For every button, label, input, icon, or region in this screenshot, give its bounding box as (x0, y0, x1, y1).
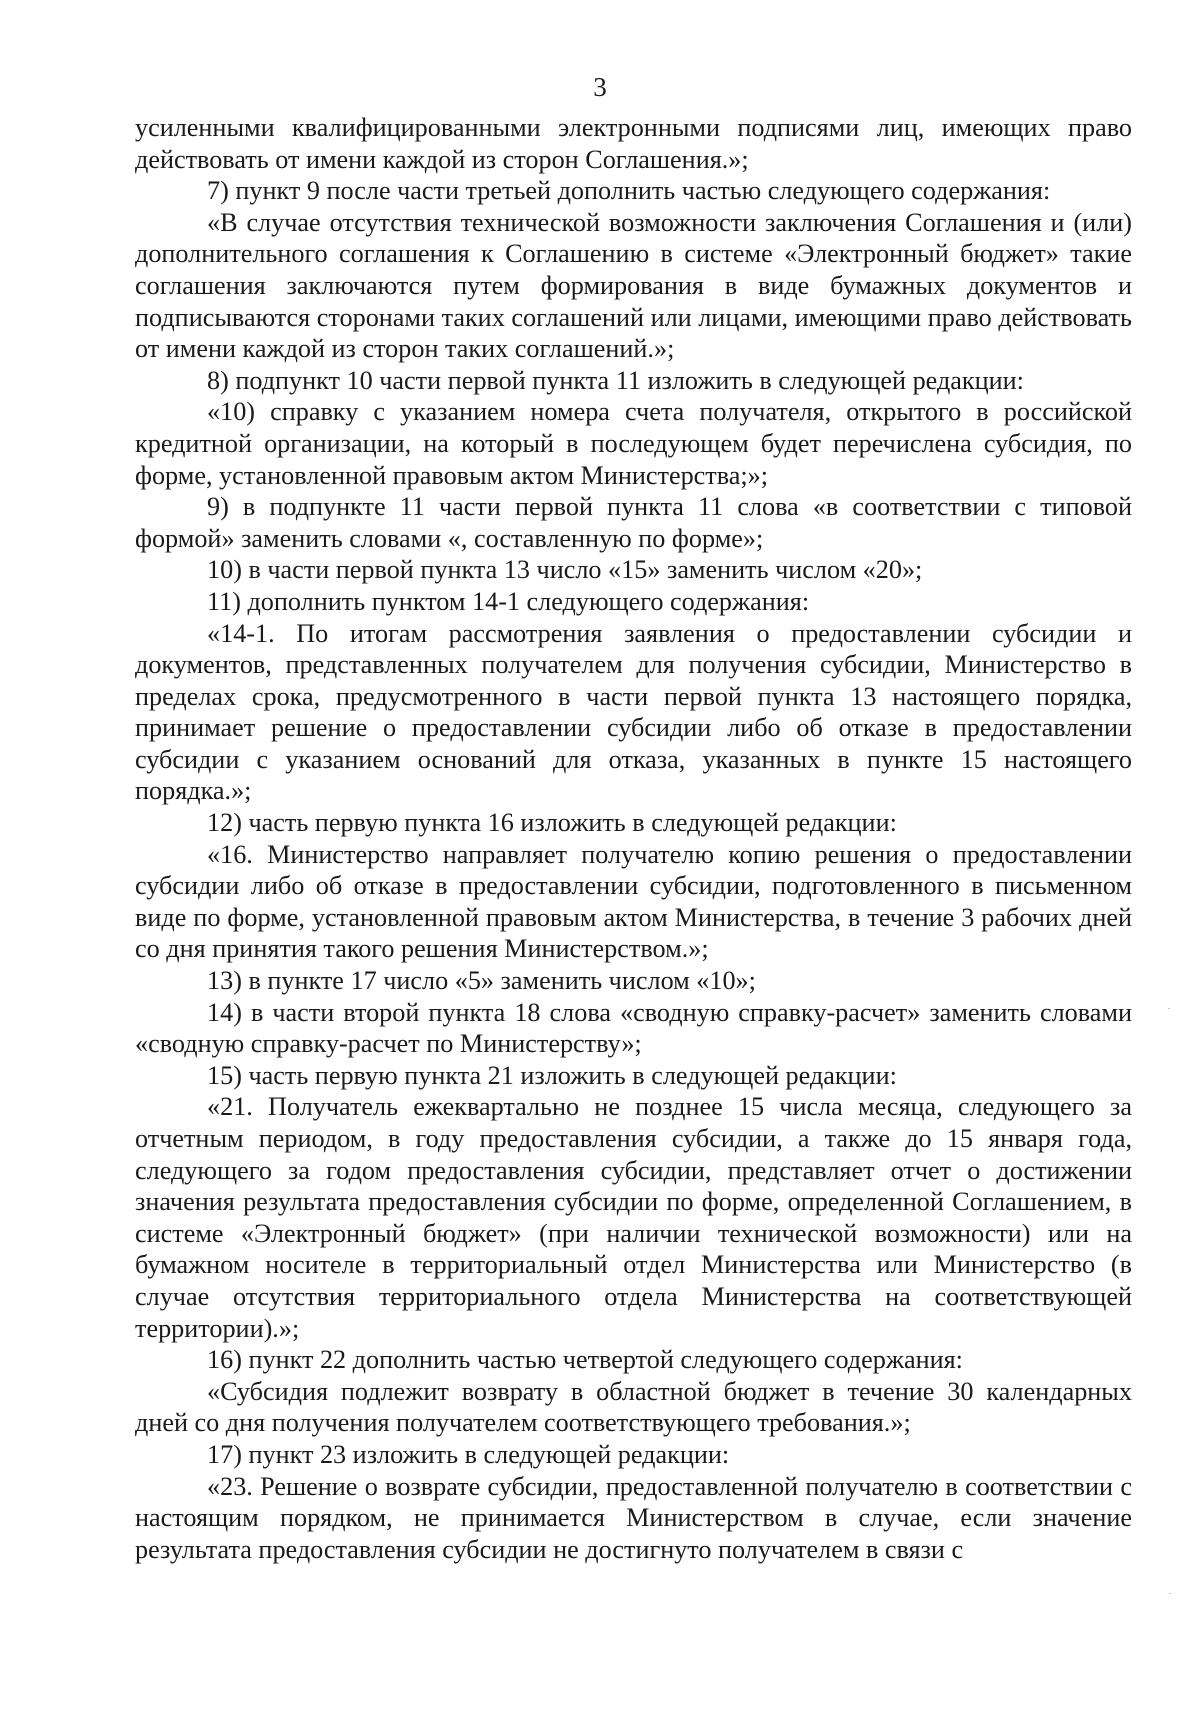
paragraph: 16) пункт 22 дополнить частью четвертой следующего содержания: (207, 1345, 963, 1375)
paragraph: «21. Получатель ежеквартально не позднее 15 числа месяца, следующего за отчетным периодом, в году предоставления субсидии, а также до 15 января года, следующего за годом предоставления субсидии, представляет отчет о достижении значения результата предоставления субсидии по форме, определенной Соглашением, в системе «Электронный бюджет» (при наличии технической возможности) или на бумажном носителе в территориальный отдел Министерства или Министерство (в случае отсутствия территориального отдела Министерства на соответствующей территории).»; (135, 1092, 1132, 1343)
paragraph: 9) в подпункте 11 части первой пункта 11 слова «в соответствии с типовой формой» заменить словами «, составленную по форме»; (135, 492, 1132, 553)
paragraph: «В случае отсутствия технической возможности заключения Соглашения и (или) дополнительного соглашения к Соглашению в системе «Электронный бюджет» такие соглашения заключаются путем формирования в виде бумажных документов и подписываются сторонами таких соглашений или лицами, имеющими право действовать от имени каждой из сторон таких соглашений.»; (135, 207, 1132, 364)
paragraph: «10) справку с указанием номера счета получателя, открытого в российской кредитной организации, на который в последующем будет перечислена субсидия, по форме, установленной правовым актом Министерства;»; (135, 397, 1132, 490)
scan-speck (1168, 1008, 1170, 1009)
scan-speck (1169, 1593, 1171, 1594)
paragraph: 14) в части второй пункта 18 слова «сводную справку-расчет» заменить словами «сводную справку-расчет по Министерству»; (135, 997, 1132, 1059)
paragraph: 17) пункт 23 изложить в следующей редакции: (207, 1439, 730, 1469)
paragraph: «14-1. По итогам рассмотрения заявления о предоставлении субсидии и документов, представленных получателем для получения субсидии, Министерство в пределах срока, предусмотренного в части первой пункта 13 настоящего порядка, принимает решение о предоставлении субсидии либо об отказе в предоставлении субсидии с указанием оснований для отказа, указанных в пункте 15 настоящего порядка.»; (135, 618, 1132, 806)
page-number: 3 (593, 72, 607, 102)
paragraph: 13) в пункте 17 число «5» заменить числом «10»; (207, 966, 756, 996)
paragraph: «23. Решение о возврате субсидии, предоставленной получателю в соответствии с настоящим порядком, не принимается Министерством в случае, если значение результата предоставления субсидии не достигнуто получателем в связи с (135, 1471, 1132, 1564)
paragraph: 12) часть первую пункта 16 изложить в следующей редакции: (207, 808, 897, 838)
paragraph: усиленными квалифицированными электронными подписями лиц, имеющих право действовать от имени каждой из сторон Соглашения.»; (135, 113, 1132, 174)
paragraph: «16. Министерство направляет получателю копию решения о предоставлении субсидии либо об отказе в предоставлении субсидии, подготовленного в письменном виде по форме, установленной правовым актом Министерства, в течение 3 рабочих дней со дня принятия такого решения Министерством.»; (135, 839, 1132, 964)
paragraph: 7) пункт 9 после части третьей дополнить частью следующего содержания: (207, 176, 1051, 206)
document-body (135, 112, 1132, 1565)
paragraph: 15) часть первую пункта 21 изложить в следующей редакции: (207, 1060, 897, 1090)
paragraph: «Субсидия подлежит возврату в областной бюджет в течение 30 календарных дней со дня получения получателем соответствующего требования.»; (135, 1376, 1132, 1438)
paragraph: 10) в части первой пункта 13 число «15» заменить числом «20»; (207, 555, 923, 585)
paragraph: 8) подпункт 10 части первой пункта 11 изложить в следующей редакции: (207, 365, 1024, 395)
paragraph: 11) дополнить пунктом 14-1 следующего содержания: (207, 586, 810, 616)
